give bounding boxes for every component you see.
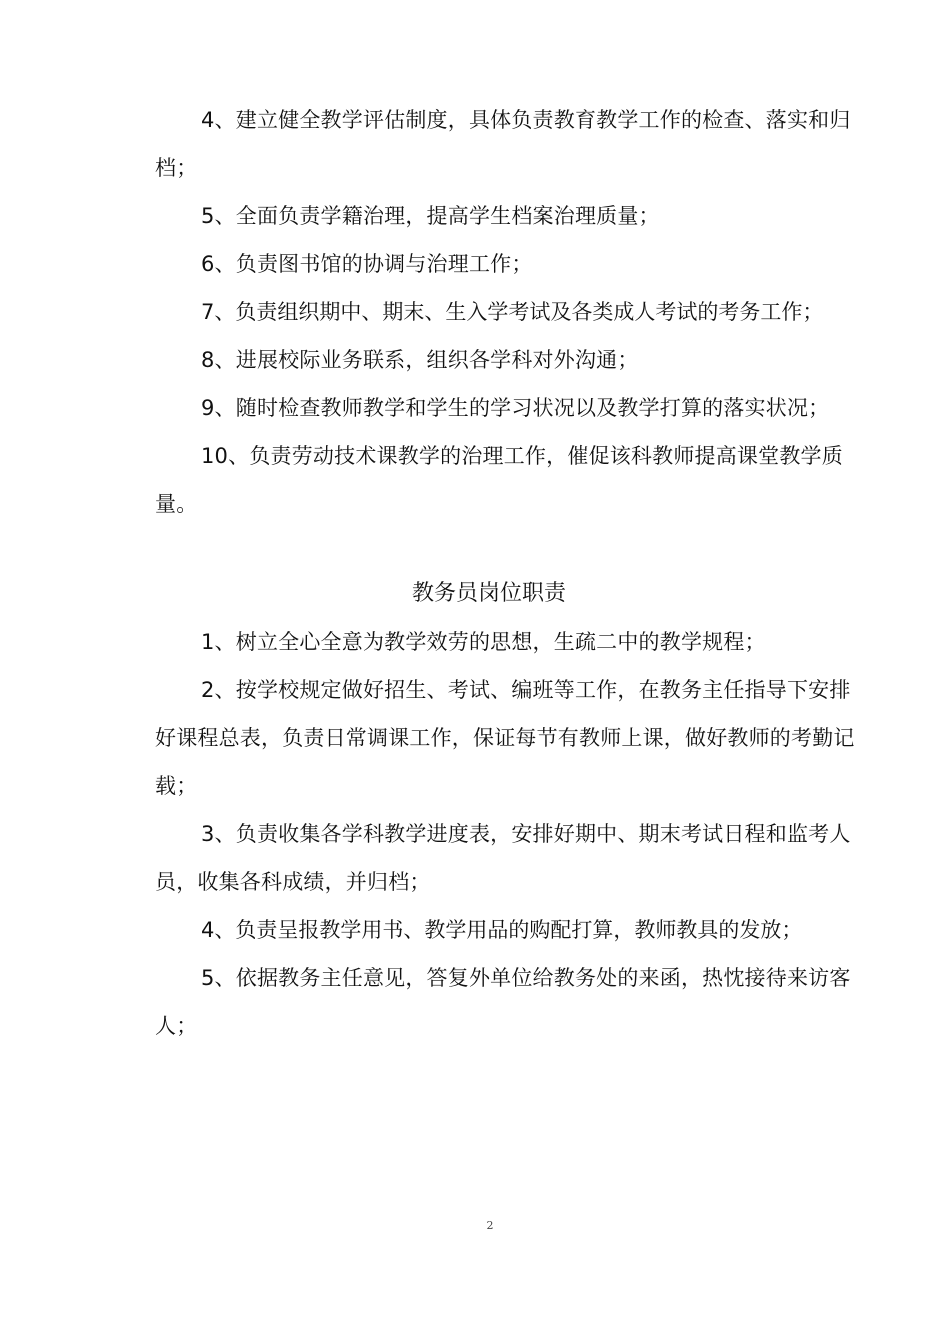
page-number: 2	[486, 1219, 494, 1232]
paragraph-item-8: 8、进展校际业务联系，组织各学科对外沟通；	[201, 348, 639, 372]
paragraph-item-6: 6、负责图书馆的协调与治理工作；	[201, 252, 533, 276]
duty-item-5: 5、依据教务主任意见，答复外单位给教务处的来函，热忱接待来访客人；	[155, 966, 851, 1038]
paragraph-item-7: 7、负责组织期中、期末、生入学考试及各类成人考试的考务工作；	[201, 300, 824, 324]
duty-item-4: 4、负责呈报教学用书、教学用品的购配打算，教师教具的发放；	[201, 918, 803, 942]
section-title: 教务员岗位职责	[411, 581, 566, 606]
duty-item-2: 2、按学校规定做好招生、考试、编班等工作，在教务主任指导下安排好课程总表，负责日常调课工作，保证每节有教师上课，做好教师的考勤记载；	[155, 678, 855, 798]
paragraph-item-4: 4、建立健全教学评估制度，具体负责教育教学工作的检查、落实和归档；	[155, 108, 851, 180]
paragraph-item-10: 10、负责劳动技术课教学的治理工作，催促该科教师提高课堂教学质量。	[155, 444, 843, 516]
duty-item-3: 3、负责收集各学科教学进度表，安排好期中、期末考试日程和监考人员，收集各科成绩，并归档；	[155, 822, 851, 894]
duty-item-1: 1、树立全心全意为教学效劳的思想，生疏二中的教学规程；	[201, 630, 766, 654]
document-body	[155, 96, 855, 1050]
paragraph-item-5: 5、全面负责学籍治理，提高学生档案治理质量；	[201, 204, 660, 228]
paragraph-item-9: 9、随时检查教师教学和学生的学习状况以及教学打算的落实状况；	[201, 396, 830, 420]
